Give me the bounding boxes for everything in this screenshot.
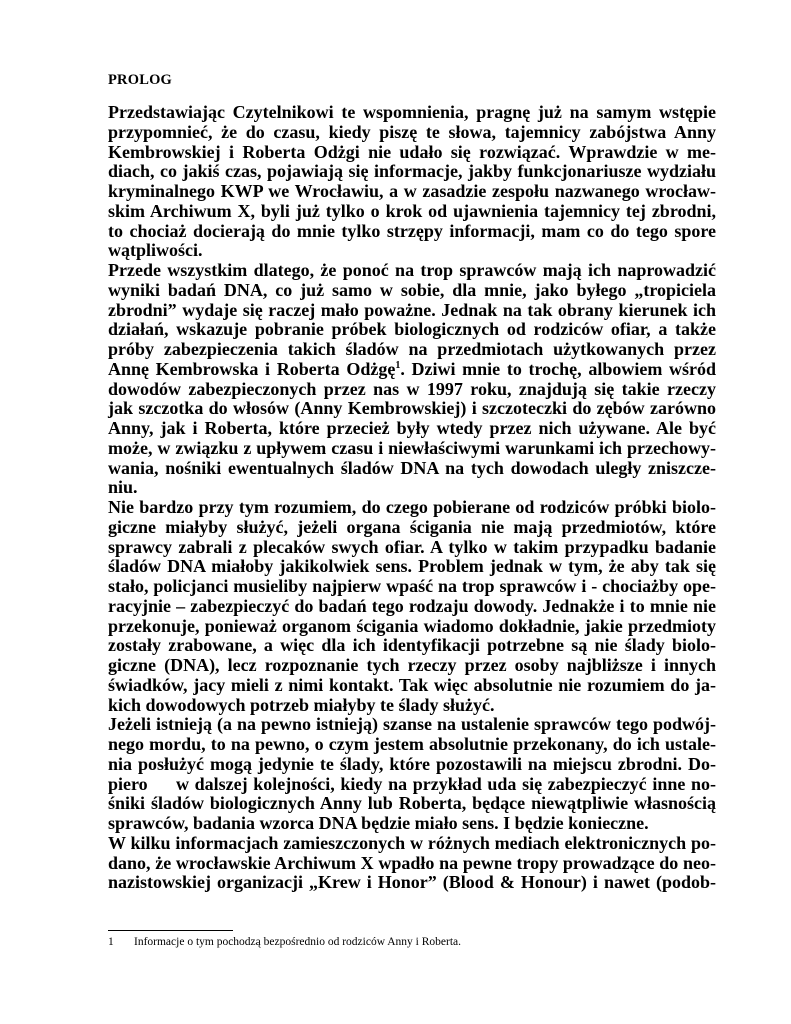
paragraph xyxy=(108,261,716,498)
text-line: dowodów zabezpieczonych przez nas w 1997 roku, znajdują się takie rzeczy xyxy=(108,378,716,399)
text-line: diach, co jakiś czas, pojawiają się informacje, jakby funkcjonariusze wydziału xyxy=(108,161,716,182)
text-line: może, w związku z upływem czasu i niewłaściwymi warunkami ich przechowy- xyxy=(108,437,716,458)
text-line: Jeżeli istnieją (a na pewno istnieją) szanse na ustalenie sprawców tego podwój- xyxy=(108,714,716,735)
text-line: piero w dalszej kolejności, kiedy na przykład uda się zabezpieczyć inne no- xyxy=(108,773,716,794)
text-line: nia posłużyć mogą jedynie te ślady, które pozostawili na miejscu zbrodni. Do- xyxy=(108,753,716,774)
text-fragment: . Dziwi mnie to trochę, albowiem wśród xyxy=(400,358,716,379)
text-line: wyniki badań DNA, co już samo w sobie, dla mnie, jako byłego „tropiciela xyxy=(108,279,716,300)
text-line: zostały zrabowane, a więc dla ich identyfikacji potrzebne są nie ślady biolo- xyxy=(108,635,716,656)
text-line: dano, że wrocławskie Archiwum X wpadło na pewne tropy prowadzące do neo- xyxy=(108,852,716,873)
footnote-reference[interactable]: 1 xyxy=(395,359,401,371)
text-line: Kembrowskiej i Roberta Odżgi nie udało się rozwiązać. Wprawdzie w me- xyxy=(108,141,716,162)
text-line: wania, nośniki ewentualnych śladów DNA na tych dowodach uległy zniszcze- xyxy=(108,457,716,478)
text-line: Przedstawiając Czytelnikowi te wspomnienia, pragnę już na samym wstępie xyxy=(108,102,716,122)
footnote-text: Informacje o tym pochodzą bezpośrednio od rodziców Anny i Roberta. xyxy=(134,936,462,948)
text-line: giczne miałyby służyć, jeżeli organa ścigania nie mają przedmiotów, które xyxy=(108,516,716,537)
text-line-with-footnote xyxy=(108,360,716,380)
text-line: to chociaż docierają do mnie tylko strzępy informacji, mam co do tego spore xyxy=(108,220,716,241)
text-line: Nie bardzo przy tym rozumiem, do czego pobierane od rodziców próbki biolo- xyxy=(108,497,716,517)
paragraph xyxy=(108,103,716,261)
text-line: skim Archiwum X, byli już tylko o krok od ujawnienia tajemnicy tej zbrodni, xyxy=(108,200,716,221)
footnote xyxy=(108,936,461,948)
text-line: wątpliwości. xyxy=(108,240,203,261)
text-line: kryminalnego KWP we Wrocławiu, a w zasadzie zespołu nazwanego wrocław- xyxy=(108,181,716,201)
text-line: próby zabezpieczenia takich śladów na przedmiotach użytkowanych przez xyxy=(108,339,716,359)
text-line: W kilku informacjach zamieszczonych w różnych mediach elektronicznych po- xyxy=(108,832,716,853)
text-line: zbrodni” wydaje się raczej mało poważne. Jednak na tak obrany kierunek ich xyxy=(108,299,716,320)
text-line: przekonuje, ponieważ organom ścigania wiadomo dokładnie, jakie przedmioty xyxy=(108,615,716,636)
text-line: jak szczotka do włosów (Anny Kembrowskiej) i szczoteczki do zębów zarówno xyxy=(108,398,716,419)
footnote-separator xyxy=(108,930,233,931)
paragraph xyxy=(108,715,716,834)
text-line: racyjnie – zabezpieczyć do badań tego rodzaju dowody. Jednakże i to mnie nie xyxy=(108,595,716,616)
text-fragment: Annę Kembrowska i Roberta Odżgę xyxy=(108,358,396,379)
text-line: śladów DNA miałoby jakikolwiek sens. Problem jednak w tym, że aby tak się xyxy=(108,556,716,577)
text-line: śniki śladów biologicznych Anny lub Roberta, będące niewątpliwie własnością xyxy=(108,793,716,814)
text-line: niu. xyxy=(108,477,138,498)
text-line: sprawców, badania wzorca DNA będzie miało sens. I będzie konieczne. xyxy=(108,813,649,833)
text-line: Anny, jak i Roberta, które przecież były wtedy przez nich używane. Ale być xyxy=(108,418,716,438)
text-line: stało, policjanci musieliby najpierw wpaść na trop sprawców i - chociażby ope- xyxy=(108,576,716,596)
text-line: Przede wszystkim dlatego, że ponoć na trop sprawców mają ich naprowadzić xyxy=(108,260,716,280)
text-line: działań, wskazuje pobranie próbek biologicznych od rodziców ofiar, a także xyxy=(108,319,716,340)
footnote-number: 1 xyxy=(108,936,114,948)
text-line: nego mordu, to na pewno, o czym jestem absolutnie przekonany, do ich ustale- xyxy=(108,734,716,754)
text-line: świadków, jacy mieli z nimi kontakt. Tak więc absolutnie nie rozumiem do ja- xyxy=(108,674,716,695)
text-line: nazistowskiej organizacji „Krew i Honor” (Blood & Honour) i nawet (podob- xyxy=(108,872,716,893)
text-line: sprawcy zabrali z plecaków swych ofiar. A tylko w takim przypadku badanie xyxy=(108,536,716,557)
paragraph xyxy=(108,498,716,715)
text-line: przypomnieć, że do czasu, kiedy piszę te słowa, tajemnicy zabójstwa Anny xyxy=(108,121,716,142)
text-line: kich dowodowych potrzeb miałyby te ślady służyć. xyxy=(108,694,495,715)
body-text xyxy=(108,103,716,893)
paragraph xyxy=(108,834,716,893)
page-title: PROLOG xyxy=(108,72,173,88)
text-line: giczne (DNA), lecz rozpoznanie tych rzeczy przez osoby najbliższe i innych xyxy=(108,655,716,675)
